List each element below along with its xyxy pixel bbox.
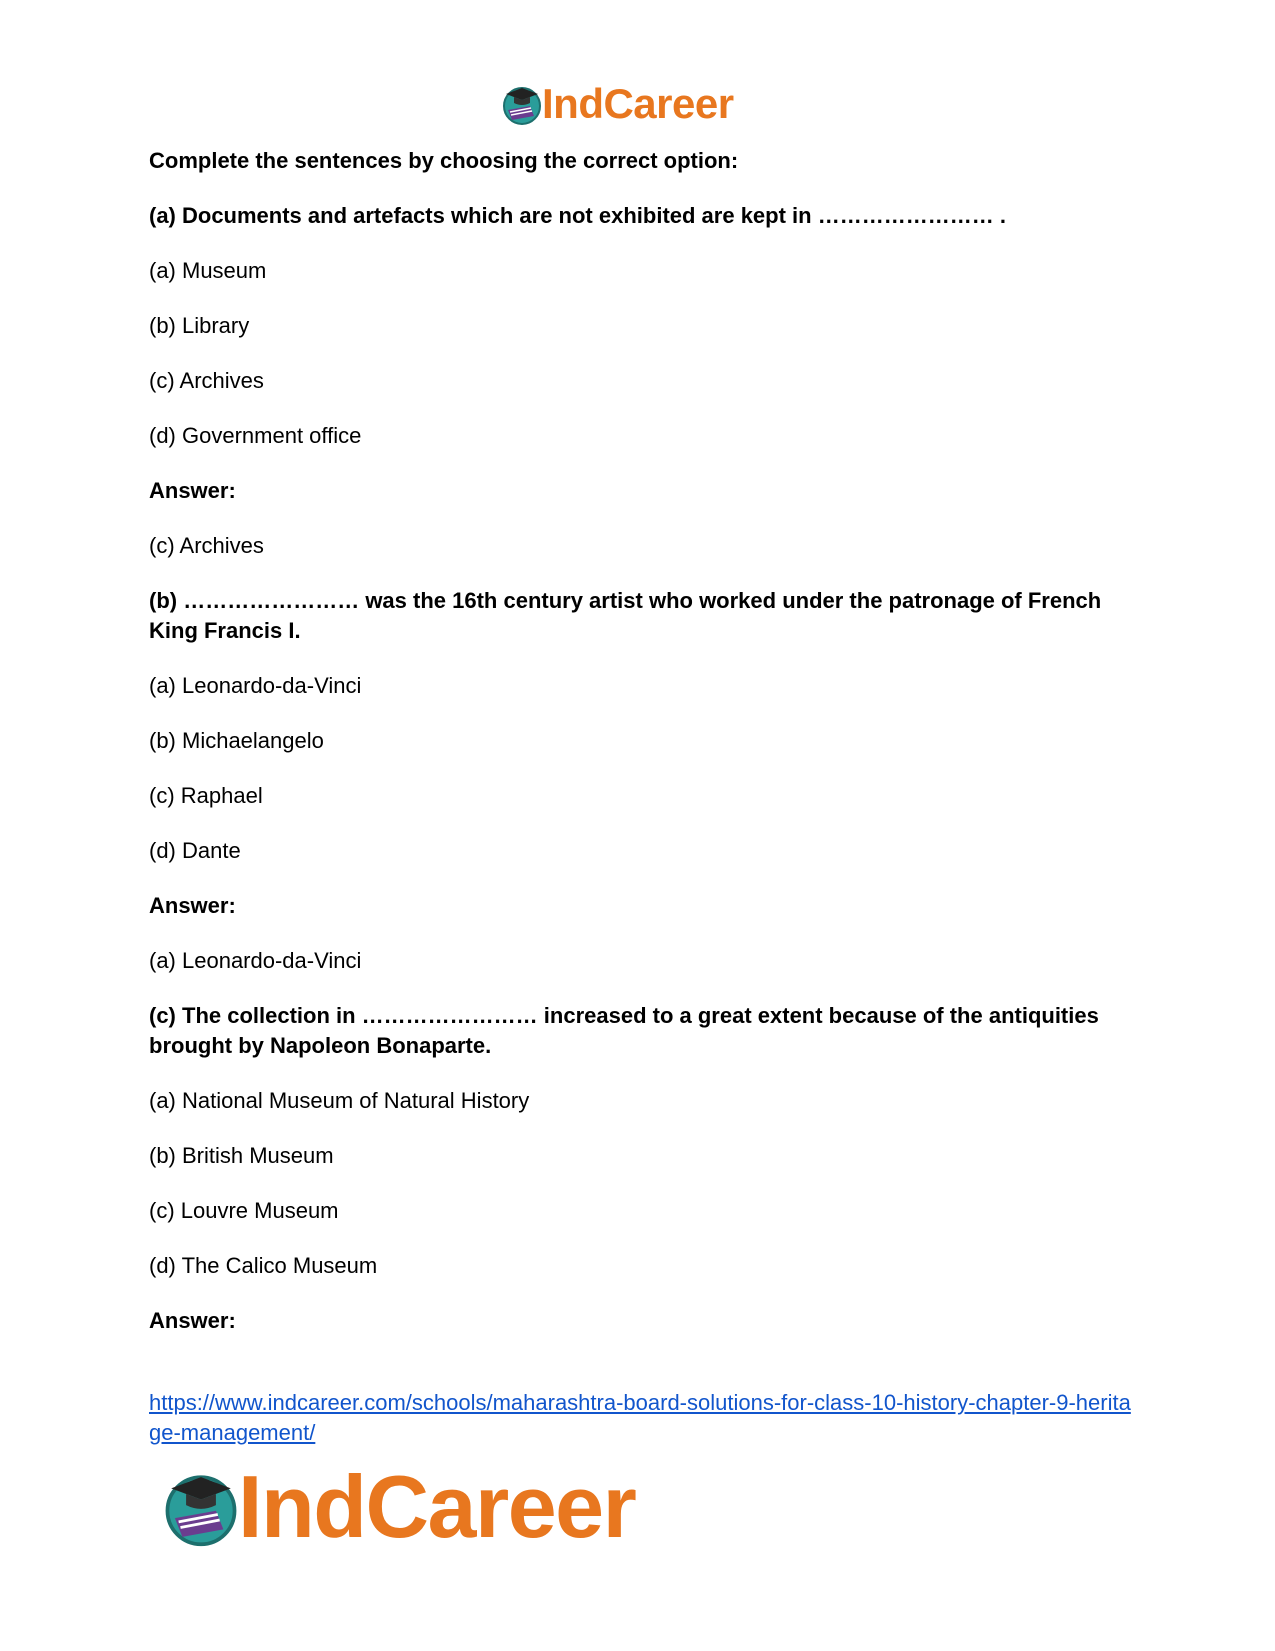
option-item: (b) Michaelangelo — [149, 728, 324, 753]
option-item: (d) Government office — [149, 423, 362, 448]
header-logo — [500, 80, 734, 128]
option-item: (b) Library — [149, 313, 250, 338]
option-item: (b) British Museum — [149, 1143, 334, 1168]
question-prompt: (c) The collection in …………………… increased to a great extent because of the antiquities brought by Napoleon Bonaparte. — [149, 1003, 1099, 1058]
option-item: (c) Raphael — [149, 783, 263, 808]
option-item: (d) The Calico Museum — [149, 1253, 378, 1278]
answer-text: (a) Leonardo-da-Vinci — [149, 948, 362, 973]
document-body — [149, 146, 1139, 1448]
answer-label: Answer: — [149, 893, 236, 918]
answer-text: (c) Archives — [149, 533, 264, 558]
graduation-cap-book-globe-icon — [160, 1466, 242, 1548]
source-link[interactable]: https://www.indcareer.com/schools/maharashtra-board-solutions-for-class-10-history-chapter-9-heritage-management/ — [149, 1390, 1131, 1445]
option-item: (a) Museum — [149, 258, 267, 283]
instructions-heading: Complete the sentences by choosing the correct option: — [149, 148, 739, 173]
answer-label: Answer: — [149, 1308, 236, 1333]
question-prompt: (a) Documents and artefacts which are not exhibited are kept in …………………… . — [149, 203, 1006, 228]
brand-wordmark: IndCareer — [238, 1457, 636, 1556]
graduation-cap-book-globe-icon — [500, 82, 544, 126]
option-item: (a) Leonardo-da-Vinci — [149, 673, 362, 698]
option-item: (a) National Museum of Natural History — [149, 1088, 530, 1113]
option-item: (c) Louvre Museum — [149, 1198, 339, 1223]
answer-label: Answer: — [149, 478, 236, 503]
option-item: (c) Archives — [149, 368, 264, 393]
brand-wordmark: IndCareer — [542, 80, 734, 127]
footer-logo — [160, 1457, 636, 1556]
option-item: (d) Dante — [149, 838, 241, 863]
question-prompt: (b) …………………… was the 16th century artist who worked under the patronage of French King Francis I. — [149, 588, 1102, 643]
